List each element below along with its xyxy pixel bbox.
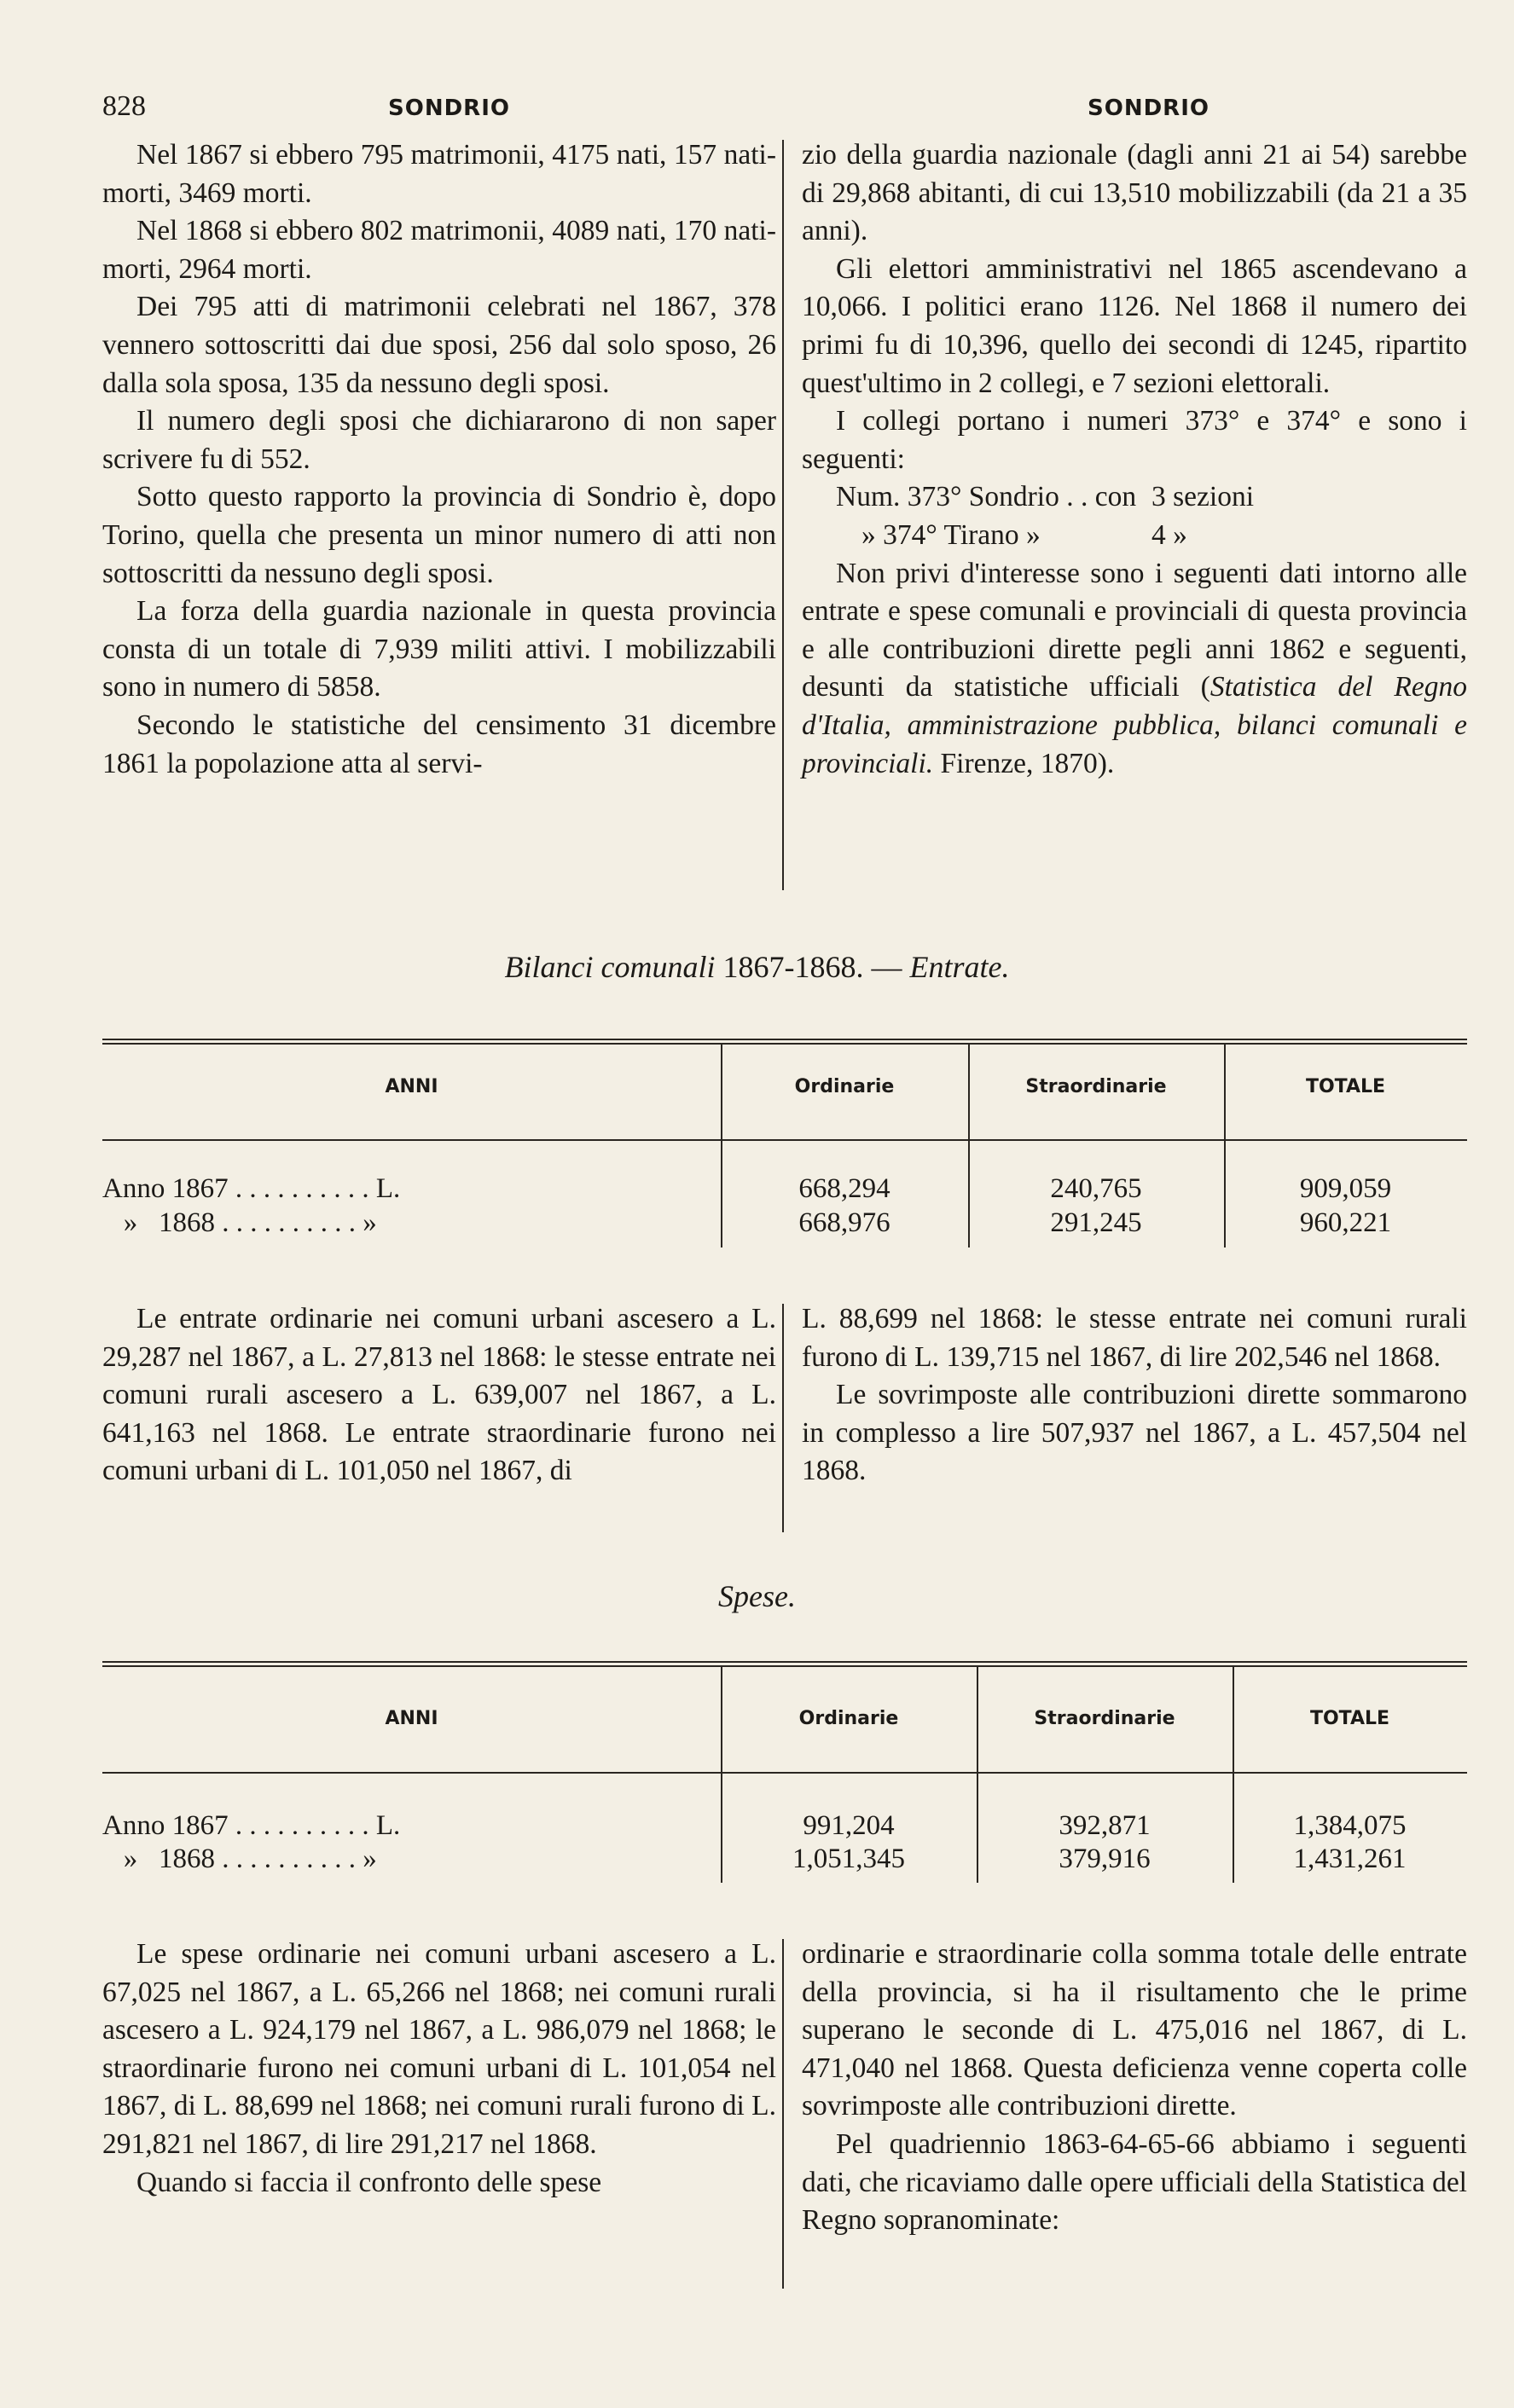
paragraph: Dei 795 atti di matrimonii celebrati nel 1867, 378 vennero sottoscritti dai due sposi, 256 dal solo sposo, 26 dalla sola sposa, 135 da nessuno degli sposi.	[102, 291, 776, 399]
cell-totale: 909,059	[1299, 1173, 1392, 1204]
header-straordinarie: Straordinarie	[1025, 1076, 1167, 1097]
paragraph: Sotto questo rapporto la provincia di Sondrio è, dopo Torino, quella che presenta un minor numero di atti non sottoscritti da nessuno degli sposi.	[102, 481, 776, 589]
column-rule	[782, 140, 784, 890]
left-column	[102, 136, 776, 783]
table-row-anno: Anno 1867 . . . . . . . . . . L.	[102, 1173, 401, 1204]
table-spese	[102, 1661, 1467, 1883]
paragraph: Nel 1868 si ebbero 802 matrimonii, 4089 nati, 170 nati-morti, 2964 morti.	[102, 215, 776, 285]
header-totale: TOTALE	[1305, 1076, 1386, 1097]
table-entrate	[102, 1039, 1467, 1247]
header-straordinarie: Straordinarie	[1034, 1708, 1175, 1729]
table-row-anno: » 1868 . . . . . . . . . . »	[102, 1844, 377, 1874]
paragraph: Le sovrimposte alle contribuzioni dirette sommarono in complesso a lire 507,937 nel 1867, a L. 457,504 nel 1868.	[802, 1379, 1467, 1487]
paragraph: Quando si faccia il confronto delle spese	[136, 2166, 602, 2198]
collegio-line: » 374° Tirano » 4 »	[861, 518, 1187, 551]
table-row-anno: » 1868 . . . . . . . . . . »	[102, 1207, 377, 1238]
cell-ordinarie: 991,204	[803, 1810, 895, 1841]
table-title-entrate: Bilanci comunali 1867-1868. — Entrate.	[504, 950, 1010, 984]
left-column	[102, 1300, 776, 1491]
header-ordinarie: Ordinarie	[794, 1076, 895, 1097]
cell-totale: 1,431,261	[1293, 1844, 1407, 1874]
header-totale: TOTALE	[1309, 1708, 1390, 1729]
paragraph: Non privi d'interesse sono i seguenti dati intorno alle entrate e spese comunali e provinciali di questa provincia e alle contribuzioni dirette pegli anni 1862 e seguenti, desunti da statistiche ufficiali (Statistica del Regno d'Italia, amministrazione pubblica, bilanci comunali e provinciali. Firenze, 1870).	[802, 557, 1467, 779]
table-title-spese: Spese.	[718, 1579, 796, 1613]
paragraph: La forza della guardia nazionale in questa provincia consta di un totale di 7,939 militi attivi. I mobilizzabili sono in numero di 5858.	[102, 595, 776, 703]
header-anni: ANNI	[385, 1076, 438, 1097]
cell-totale: 960,221	[1299, 1207, 1392, 1238]
running-head-left: SONDRIO	[388, 96, 510, 121]
cell-straordinarie: 291,245	[1050, 1207, 1142, 1238]
paragraph: L. 88,699 nel 1868: le stesse entrate nei comuni rurali furono di L. 139,715 nel 1867, di lire 202,546 nel 1868.	[802, 1303, 1467, 1373]
running-head-right: SONDRIO	[1088, 96, 1209, 121]
left-column	[102, 1936, 776, 2202]
paragraph: Il numero degli sposi che dichiararono di non saper scrivere fu di 552.	[102, 405, 776, 475]
cell-straordinarie: 379,916	[1059, 1844, 1151, 1874]
column-rule	[782, 1939, 784, 2289]
cell-ordinarie: 668,294	[798, 1173, 890, 1204]
paragraph: Nel 1867 si ebbero 795 matrimonii, 4175 nati, 157 nati-morti, 3469 morti.	[102, 139, 776, 209]
paragraph: zio della guardia nazionale (dagli anni 21 ai 54) sarebbe di 29,868 abitanti, di cui 13,510 mobilizzabili (da 21 a 35 anni).	[802, 139, 1467, 247]
paragraph: Pel quadriennio 1863-64-65-66 abbiamo i seguenti dati, che ricaviamo dalle opere ufficiali della Statistica del Regno sopranominate:	[802, 2127, 1467, 2237]
paragraph: I collegi portano i numeri 373° e 374° e sono i seguenti:	[802, 405, 1467, 475]
cell-ordinarie: 1,051,345	[792, 1844, 905, 1874]
page-header	[102, 90, 1467, 133]
header-anni: ANNI	[385, 1708, 438, 1729]
header-ordinarie: Ordinarie	[798, 1708, 899, 1729]
paragraph: Le entrate ordinarie nei comuni urbani ascesero a L. 29,287 nel 1867, a L. 27,813 nel 1868: le stesse entrate nei comuni rurali ascesero a L. 639,007 nel 1867, a L. 641,163 nel 1868. Le entrate straordinarie furono nei comuni urbani di L. 101,050 nel 1867, di	[102, 1303, 776, 1487]
cell-straordinarie: 392,871	[1059, 1810, 1151, 1841]
source-title: Statistica del Regno d'Italia, amministrazione pubblica, bilanci comunali e provinciali.	[802, 671, 1467, 779]
cell-totale: 1,384,075	[1293, 1810, 1407, 1841]
right-column	[802, 136, 1467, 783]
paragraph: Gli elettori amministrativi nel 1865 ascendevano a 10,066. I politici erano 1126. Nel 1868 il numero dei primi fu di 10,396, quello dei secondi di 1245, ripartito quest'ultimo in 2 collegi, e 7 sezioni elettorali.	[802, 252, 1467, 399]
cell-straordinarie: 240,765	[1050, 1173, 1142, 1204]
right-column	[802, 1936, 1467, 2240]
table-row-anno: Anno 1867 . . . . . . . . . . L.	[102, 1810, 401, 1841]
paragraph: Secondo le statistiche del censimento 31 dicembre 1861 la popolazione atta al servi-	[102, 709, 776, 779]
column-rule	[782, 1304, 784, 1532]
cell-ordinarie: 668,976	[798, 1207, 890, 1238]
paragraph: ordinarie e straordinarie colla somma totale delle entrate della provincia, si ha il risultamento che le prime superano le seconde di L. 475,016 nel 1867, di L. 471,040 nel 1868. Questa deficienza venne coperta colle sovrimposte alle contribuzioni dirette.	[802, 1938, 1467, 2122]
page-number: 828	[102, 90, 146, 122]
paragraph: Le spese ordinarie nei comuni urbani ascesero a L. 67,025 nel 1867, a L. 65,266 nel 1868; nei comuni rurali ascesero a L. 924,179 nel 1867, a L. 986,079 nel 1868; le straordinarie furono nei comuni urbani di L. 101,054 nel 1867, di L. 88,699 nel 1868; nei comuni rurali furono di L. 291,821 nel 1867, di lire 291,217 nel 1868.	[102, 1938, 776, 2160]
collegio-line: Num. 373° Sondrio . . con 3 sezioni	[836, 481, 1255, 513]
right-column	[802, 1300, 1467, 1491]
